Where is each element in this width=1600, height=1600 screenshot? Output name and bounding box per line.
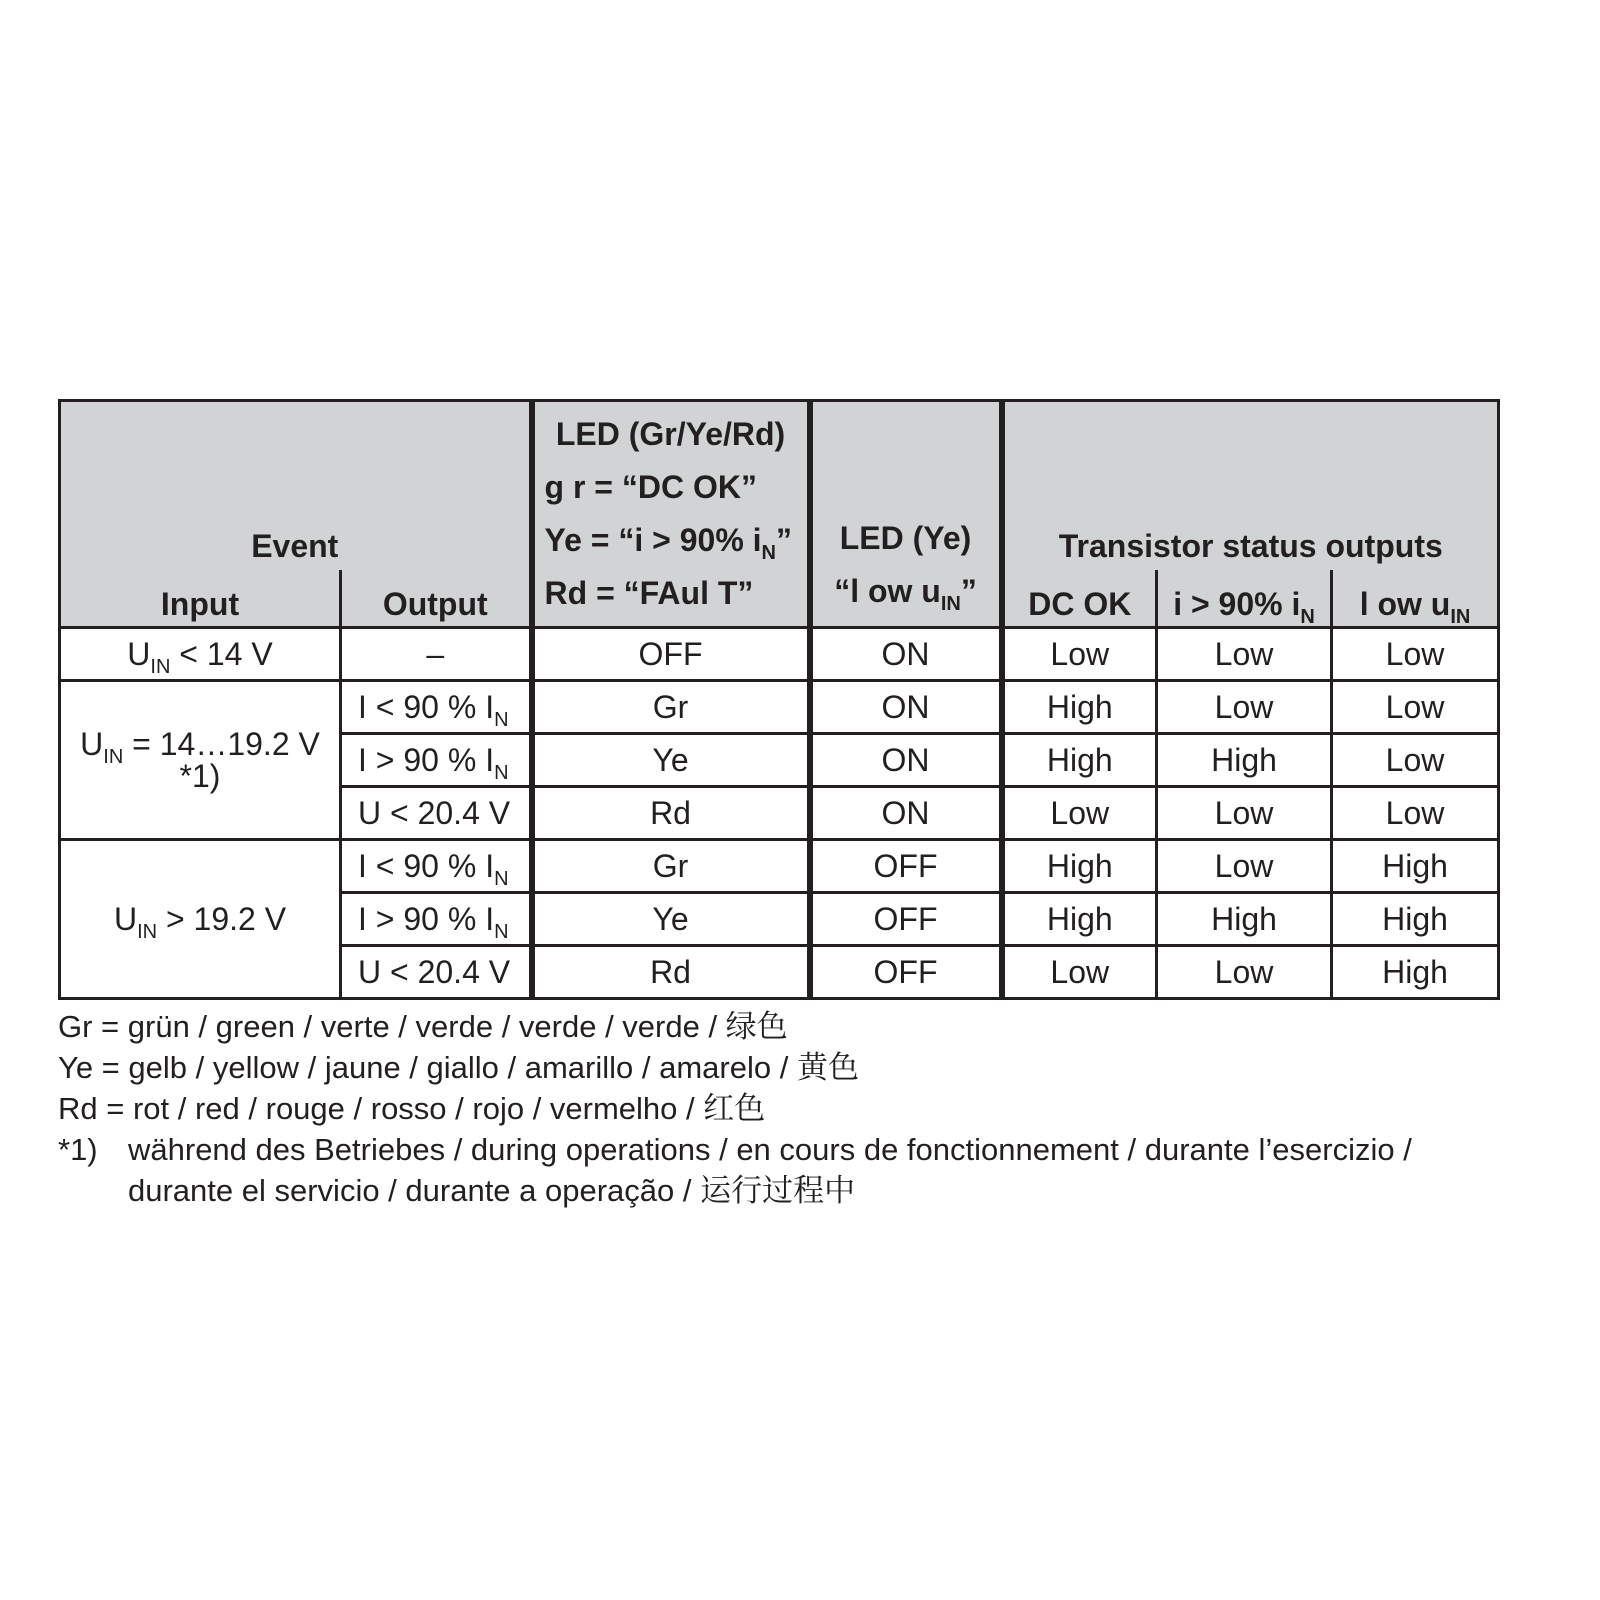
i-90-cell: Low [1157, 946, 1332, 999]
input-cell: $U_{IN}$ = 14…19.2 V *1) [60, 681, 341, 840]
low-u-cell: Low [1332, 734, 1499, 787]
led-ye-cell: ON [810, 628, 1002, 681]
dc-ok-header: DC OK [1002, 570, 1157, 627]
low-u-cell: High [1332, 946, 1499, 999]
footnote-mark: *1) [58, 1132, 98, 1167]
led-ye-cell: ON [810, 787, 1002, 840]
legend-green: Gr = grün / green / verte / verde / verde / verde / 绿色 [58, 1009, 788, 1044]
dc-ok-cell: Low [1002, 946, 1157, 999]
low-u-cell: Low [1332, 681, 1499, 734]
dc-ok-cell: High [1002, 734, 1157, 787]
low-u-cell: High [1332, 840, 1499, 893]
led-cell: OFF [532, 628, 810, 681]
i-90-cell: Low [1157, 628, 1332, 681]
table-row [60, 840, 1499, 893]
led-cell: Ye [532, 734, 810, 787]
legend-yellow: Ye = gelb / yellow / jaune / giallo / amarillo / amarelo / 黄色 [58, 1050, 859, 1085]
dc-ok-cell: Low [1002, 628, 1157, 681]
output-cell: – [341, 628, 532, 681]
low-u-cell: Low [1332, 628, 1499, 681]
low-u-cell: High [1332, 893, 1499, 946]
i-90-cell: Low [1157, 681, 1332, 734]
footnote-line: durante el servicio / durante a operação / 运行过程中 [128, 1173, 856, 1208]
led-ye-cell: OFF [810, 893, 1002, 946]
led-ye-cell: ON [810, 681, 1002, 734]
i-90-cell: Low [1157, 787, 1332, 840]
footnote-line: während des Betriebes / during operations / en cours de fonctionnement / durante l’esercizio / [128, 1132, 1412, 1167]
led-ye-header: LED (Ye) “l ow $u_{IN}$” [810, 401, 1002, 628]
led-cell: Rd [532, 946, 810, 999]
led-ye-cell: OFF [810, 840, 1002, 893]
output-cell: U < 20.4 V [341, 787, 532, 840]
led-ye-cell: ON [810, 734, 1002, 787]
led-cell: Gr [532, 840, 810, 893]
led-cell: Gr [532, 681, 810, 734]
led-gr-ye-rd-header: LED (Gr/Ye/Rd) g r = “DC OK” Ye = “i > 90% $i_N$” Rd = “FAul T” [532, 401, 810, 628]
output-cell: I > 90 % $I_N$ [341, 734, 532, 787]
output-cell: I < 90 % $I_N$ [341, 840, 532, 893]
led-cell: Ye [532, 893, 810, 946]
table-row [60, 628, 1499, 681]
dc-ok-cell: High [1002, 840, 1157, 893]
i-90-header: i > 90% $i_N$ [1157, 570, 1332, 627]
event-header: Event [60, 401, 532, 571]
transistor-status-header: Transistor status outputs [1002, 401, 1499, 571]
led-ye-cell: OFF [810, 946, 1002, 999]
input-header: Input [60, 570, 341, 627]
dc-ok-cell: Low [1002, 787, 1157, 840]
dc-ok-cell: High [1002, 681, 1157, 734]
input-cell: $U_{IN} > 19.2$ V [60, 840, 341, 999]
output-cell: U < 20.4 V [341, 946, 532, 999]
i-90-cell: Low [1157, 840, 1332, 893]
output-cell: I > 90 % $I_N$ [341, 893, 532, 946]
legend-red: Rd = rot / red / rouge / rosso / rojo / vermelho / 红色 [58, 1091, 766, 1126]
output-header: Output [341, 570, 532, 627]
low-u-header: l ow $u_{IN}$ [1332, 570, 1499, 627]
i-90-cell: High [1157, 893, 1332, 946]
dc-ok-cell: High [1002, 893, 1157, 946]
low-u-cell: Low [1332, 787, 1499, 840]
led-cell: Rd [532, 787, 810, 840]
output-cell: I < 90 % $I_N$ [341, 681, 532, 734]
status-table [58, 399, 1500, 1000]
input-cell: $U_{IN} < 14$ V [60, 628, 341, 681]
table-row [60, 681, 1499, 734]
i-90-cell: High [1157, 734, 1332, 787]
